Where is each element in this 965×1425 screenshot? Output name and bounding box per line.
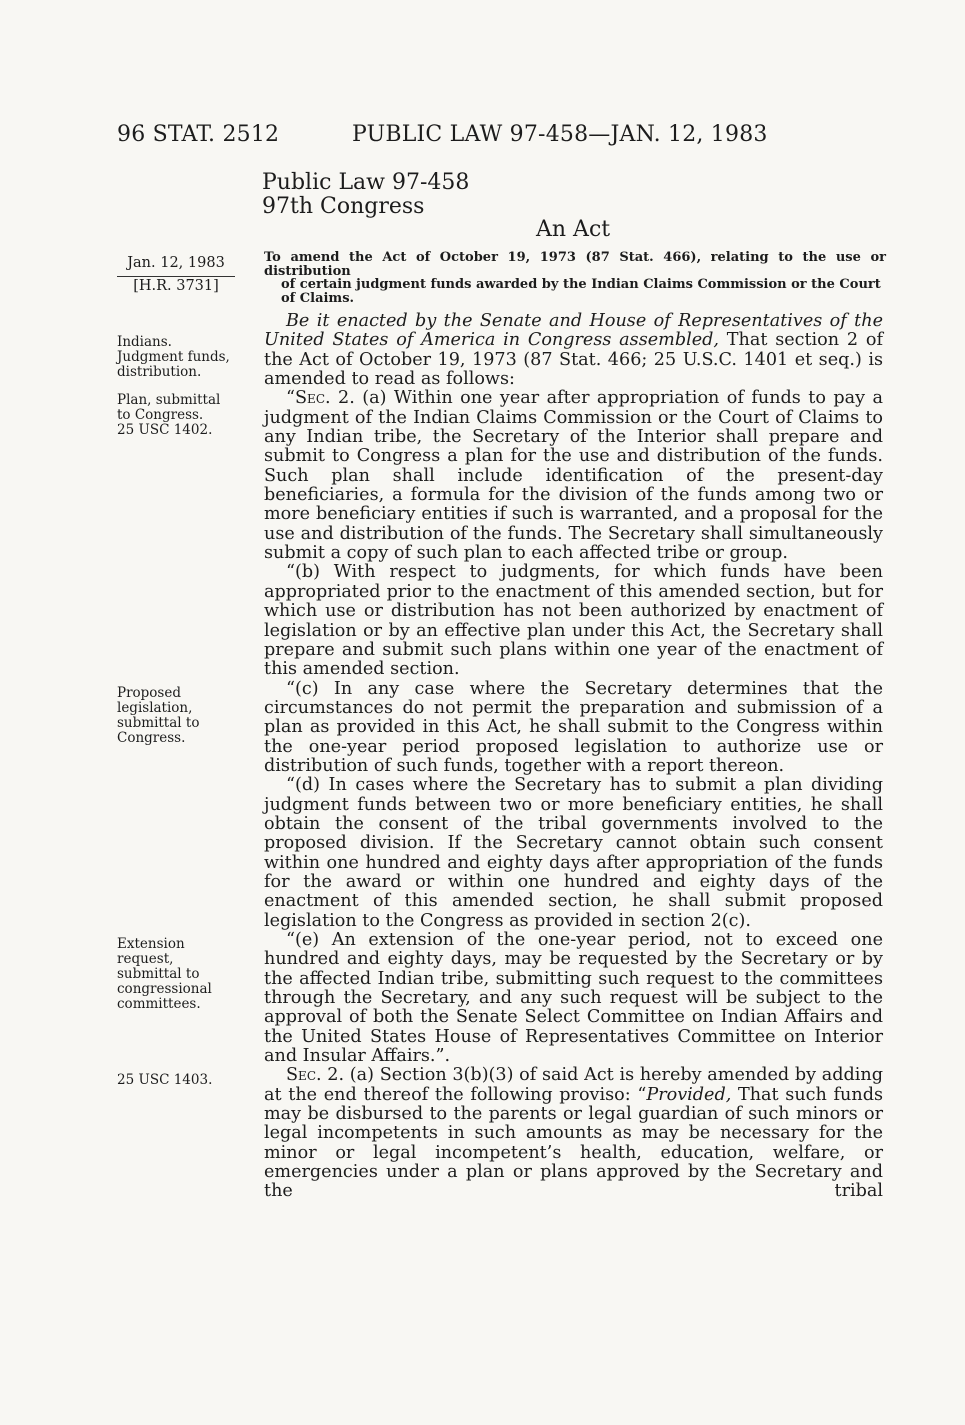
margin-note-line: request, <box>117 951 174 967</box>
margin-note-line: Extension <box>117 936 185 952</box>
section-text: That such funds may be disbursed to the parents or legal guardian of such minors or legal incompetents in such amounts as may be necessary for the minor or legal incompetent’s health, education, welfare, or emergencies under a plan or plans approved by the Secretary and the tribal <box>264 1084 883 1202</box>
margin-note-indians <box>117 335 247 380</box>
proviso-word: Provided, <box>646 1084 732 1105</box>
running-title: PUBLIC LAW 97-458—JAN. 12, 1983 <box>352 122 768 147</box>
enacting-text: That section 2 of the Act of October 19, 1973 (87 Stat. 466; 25 U.S.C. 1401 et seq.) is amended to read as follows: <box>264 330 883 390</box>
section-2e <box>264 931 883 1066</box>
section-2d <box>264 776 883 931</box>
section-2c <box>264 680 883 777</box>
section-text: . 2. (a) Section 3(b)(3) of said Act is hereby amended by adding at the end thereof the following proviso: “ <box>264 1065 883 1105</box>
date-divider <box>117 276 235 277</box>
margin-note-line: Plan, submittal <box>117 392 221 408</box>
purpose-line: To amend the Act of October 19, 1973 (87 Stat. 466), relating to the use or distribution <box>264 250 886 279</box>
margin-note-proposed-legislation <box>117 686 247 746</box>
margin-note-plan <box>117 393 247 438</box>
section-text: . 2. (a) Within one year after appropriation of funds to pay a judgment of the Indian Claims Commission or the Court of Claims to any Indian tribe, the Secretary of the Interior shall prepare and submit to Congress a plan for the use and distribution of the funds. Such plan shall include identification of the present-day beneficiaries, a formula for the division of the funds among two or more beneficiary entities if such is warranted, and a proposal for the use and distribution of the funds. The Secretary shall simultaneously submit a copy of such plan to each affected tribe or group. <box>264 388 883 564</box>
margin-note-line: to Congress. <box>117 407 204 423</box>
margin-note-line: submittal to <box>117 966 200 982</box>
page-reference: 96 STAT. 2512 <box>117 122 280 147</box>
margin-note-25-usc-1403 <box>117 1073 247 1088</box>
margin-note-extension <box>117 937 247 1012</box>
section-2a <box>264 389 883 563</box>
section-label: Sec <box>286 1065 316 1086</box>
margin-note-line: committees. <box>117 996 201 1012</box>
section-text: “(d) In cases where the Secretary has to submit a plan dividing judgment funds between two or more beneficiary entities, he shall obtain the consent of the tribal governments involved to the proposed division. If the Secretary cannot obtain such consent within one hundred and eighty days after appropriation of the funds for the award or within one hundred and eighty days of the enactment of this amended section, he shall submit proposed legislation to the Congress as provided in section 2(c). <box>264 775 883 931</box>
approval-date: Jan. 12, 1983 <box>127 255 225 271</box>
section-text: “(c) In any case where the Secretary determines that the circumstances do not permit the preparation and submission of a plan as provided in this Act, he shall submit to the Congress within the one-year period proposed legislation to authorize use or distribution of such funds, together with a report thereon. <box>264 678 883 776</box>
act-body <box>264 312 883 1202</box>
margin-note-line: congressional <box>117 981 212 997</box>
bill-number: [H.R. 3731] <box>133 278 219 294</box>
section-text: “(e) An extension of the one-year period, not to exceed one hundred and eighty days, may be requested by the Secretary or by the affected Indian tribe, submitting such request to the committees through the Secretary, and any such request will be subject to the approval of both the Senate Select Committee on Indian Affairs and the United States House of Representatives Committee on Interior and Insular Affairs.”. <box>264 930 883 1067</box>
purpose-line: of certain judgment funds awarded by the Indian Claims Commission or the Court <box>281 277 881 292</box>
enacting-paragraph <box>264 312 883 389</box>
purpose-line: of Claims. <box>281 290 355 306</box>
act-heading: An Act <box>536 217 611 242</box>
margin-note-line: 25 USC 1403. <box>117 1072 213 1088</box>
margin-note-line: 25 USC 1402. <box>117 422 213 438</box>
margin-note-line: Congress. <box>117 730 186 746</box>
open-quote: “ <box>286 388 295 409</box>
enacting-clause: Be it enacted by the Senate and House of Representatives of the United States of America in Congress assembled, <box>264 311 883 351</box>
margin-note-line: Indians. <box>117 334 172 350</box>
act-purpose <box>264 251 886 305</box>
margin-note-line: Proposed <box>117 685 181 701</box>
margin-note-line: legislation, <box>117 700 193 716</box>
margin-note-line: distribution. <box>117 364 202 380</box>
section-2-amendment <box>264 1066 883 1201</box>
section-text: “(b) With respect to judgments, for which funds have been appropriated prior to the enactment of this amended section, but for which use or distribution has not been authorized by enactment of legislation or by an effective plan under this Act, the Secretary shall prepare and submit such plans within one year of the enactment of this amended section. <box>264 562 883 680</box>
congress-number: 97th Congress <box>262 194 425 219</box>
law-number: Public Law 97-458 <box>262 170 470 195</box>
section-2b <box>264 563 883 679</box>
margin-note-line: submittal to <box>117 715 200 731</box>
margin-note-line: Judgment funds, <box>117 349 230 365</box>
section-label: Sec <box>295 388 325 409</box>
